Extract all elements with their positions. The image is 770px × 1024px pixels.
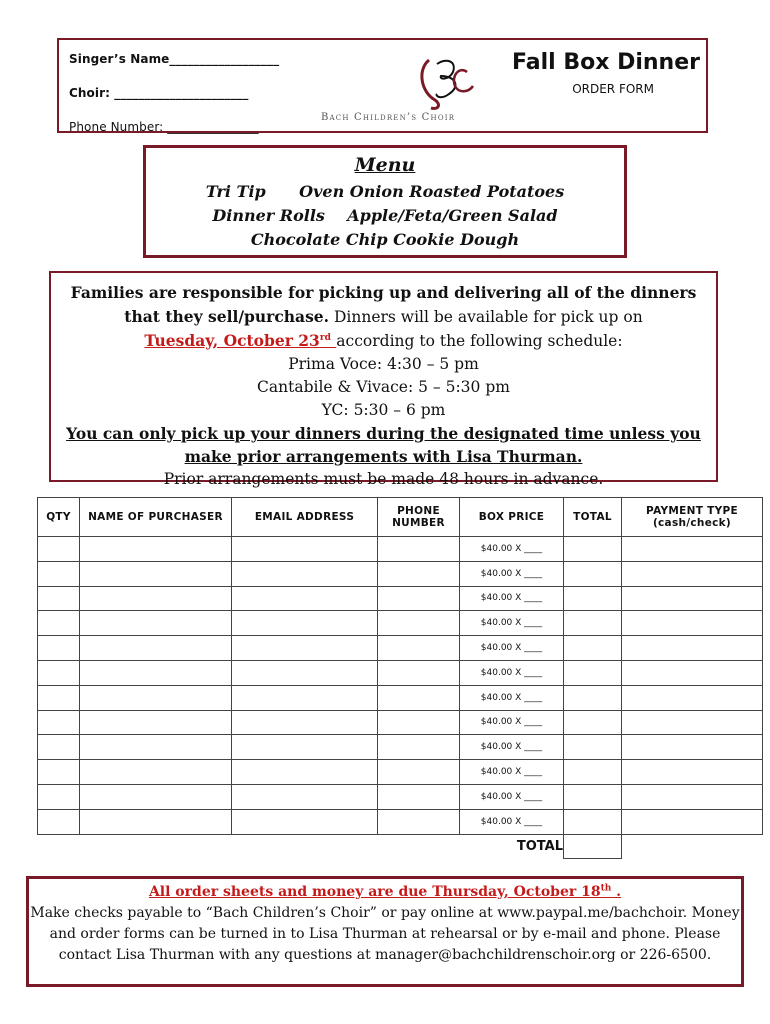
order-table — [37, 497, 763, 859]
total-cell[interactable] — [564, 809, 622, 834]
total-cell[interactable] — [564, 660, 622, 685]
total-cell[interactable] — [564, 760, 622, 785]
purchaser-name-cell[interactable] — [80, 660, 232, 685]
total-cell[interactable] — [564, 611, 622, 636]
notice-bold: Families are responsible for picking up and delivering all of the dinners that they sell/purchase. — [70, 283, 697, 326]
phone-cell[interactable] — [378, 710, 460, 735]
box-price-cell: $40.00 X ____ — [460, 710, 564, 735]
total-cell[interactable] — [564, 710, 622, 735]
header-box — [57, 38, 708, 133]
purchaser-name-cell[interactable] — [80, 784, 232, 809]
table-row — [38, 561, 763, 586]
grand-total-cell[interactable] — [564, 834, 622, 859]
table-row — [38, 611, 763, 636]
email-cell[interactable] — [232, 611, 378, 636]
payment-type-cell[interactable] — [622, 809, 763, 834]
table-row — [38, 636, 763, 661]
phone-field[interactable]: Phone Number: _______________ — [69, 120, 259, 134]
payment-type-cell[interactable] — [622, 586, 763, 611]
email-cell[interactable] — [232, 685, 378, 710]
table-row — [38, 586, 763, 611]
qty-cell[interactable] — [38, 537, 80, 562]
column-header: QTY — [38, 498, 80, 537]
table-row — [38, 735, 763, 760]
total-cell[interactable] — [564, 685, 622, 710]
purchaser-name-cell[interactable] — [80, 537, 232, 562]
notice-text: Dinners will be available for pick up on — [329, 308, 643, 326]
qty-cell[interactable] — [38, 561, 80, 586]
notice-intro — [51, 281, 716, 353]
pickup-notice — [49, 271, 718, 488]
payment-type-cell[interactable] — [622, 537, 763, 562]
phone-cell[interactable] — [378, 611, 460, 636]
column-header: TOTAL — [564, 498, 622, 537]
qty-cell[interactable] — [38, 735, 80, 760]
qty-cell[interactable] — [38, 636, 80, 661]
due-date-sup: th — [600, 883, 612, 894]
pickup-date-main: Tuesday, October 23 — [144, 331, 320, 350]
phone-cell[interactable] — [378, 685, 460, 710]
table-row — [38, 809, 763, 834]
email-cell[interactable] — [232, 809, 378, 834]
phone-cell[interactable] — [378, 561, 460, 586]
due-date — [29, 882, 741, 903]
menu-line: Tri Tip Oven Onion Roasted Potatoes — [205, 182, 565, 201]
form-subtitle: ORDER FORM — [572, 82, 654, 96]
box-price-cell: $40.00 X ____ — [460, 809, 564, 834]
logo-text: Bach Children’s Choir — [321, 112, 456, 123]
qty-cell[interactable] — [38, 809, 80, 834]
purchaser-name-cell[interactable] — [80, 636, 232, 661]
qty-cell[interactable] — [38, 660, 80, 685]
due-date-end: . — [611, 884, 622, 900]
box-price-cell: $40.00 X ____ — [460, 636, 564, 661]
phone-cell[interactable] — [378, 636, 460, 661]
email-cell[interactable] — [232, 760, 378, 785]
pickup-date — [144, 331, 336, 350]
email-cell[interactable] — [232, 636, 378, 661]
box-price-cell: $40.00 X ____ — [460, 561, 564, 586]
email-cell[interactable] — [232, 561, 378, 586]
total-cell[interactable] — [564, 586, 622, 611]
email-cell[interactable] — [232, 660, 378, 685]
grand-total-label: TOTAL — [516, 839, 563, 855]
purchaser-name-cell[interactable] — [80, 809, 232, 834]
menu-line: Dinner Rolls Apple/Feta/Green Salad — [212, 206, 558, 225]
qty-cell[interactable] — [38, 685, 80, 710]
purchaser-name-cell[interactable] — [80, 760, 232, 785]
email-cell[interactable] — [232, 710, 378, 735]
schedule-item: Prima Voce: 4:30 – 5 pm — [288, 355, 479, 373]
box-price-cell: $40.00 X ____ — [460, 537, 564, 562]
box-price-cell: $40.00 X ____ — [460, 760, 564, 785]
menu-line: Chocolate Chip Cookie Dough — [250, 230, 520, 249]
phone-cell[interactable] — [378, 586, 460, 611]
purchaser-name-cell[interactable] — [80, 586, 232, 611]
total-row — [38, 834, 763, 859]
table-row — [38, 685, 763, 710]
qty-cell[interactable] — [38, 784, 80, 809]
total-cell[interactable] — [564, 537, 622, 562]
total-cell[interactable] — [564, 561, 622, 586]
column-header: PAYMENT TYPE (cash/check) — [622, 498, 763, 537]
column-header: NAME OF PURCHASER — [80, 498, 232, 537]
payment-type-cell[interactable] — [622, 760, 763, 785]
notice-text: according to the following schedule: — [336, 332, 623, 350]
due-date-main: All order sheets and money are due Thursday, October 18 — [148, 884, 601, 900]
schedule-item: Cantabile & Vivace: 5 – 5:30 pm — [257, 378, 510, 396]
payment-instructions: Make checks payable to “Bach Children’s Choir” or pay online at www.paypal.me/bachchoir. Money and order forms can be turned in to Lisa Thurman at rehearsal or by e-mail and phone. Please contact Lisa Thurman with any questions at manager@bachchildrenschoir.org or 226-6500. — [30, 905, 740, 963]
schedule-item: YC: 5:30 – 6 pm — [321, 401, 446, 419]
payment-type-cell[interactable] — [622, 611, 763, 636]
phone-cell[interactable] — [378, 735, 460, 760]
qty-cell[interactable] — [38, 760, 80, 785]
purchaser-name-cell[interactable] — [80, 735, 232, 760]
purchaser-name-cell[interactable] — [80, 611, 232, 636]
payment-type-cell[interactable] — [622, 561, 763, 586]
total-cell[interactable] — [564, 636, 622, 661]
choir-field[interactable]: Choir: ______________________ — [69, 86, 249, 100]
form-title: Fall Box Dinner — [512, 50, 700, 75]
payment-type-cell[interactable] — [622, 735, 763, 760]
phone-cell[interactable] — [378, 660, 460, 685]
total-cell[interactable] — [564, 784, 622, 809]
column-header: EMAIL ADDRESS — [232, 498, 378, 537]
phone-cell[interactable] — [378, 809, 460, 834]
qty-cell[interactable] — [38, 710, 80, 735]
advance-note: Prior arrangements must be made 48 hours in advance. — [163, 470, 604, 488]
table-row — [38, 537, 763, 562]
payment-type-cell[interactable] — [622, 685, 763, 710]
menu-title: Menu — [354, 154, 416, 176]
column-header: BOX PRICE — [460, 498, 564, 537]
pickup-warning: You can only pick up your dinners during the designated time unless you make prior arrangements with Lisa Thurman. — [66, 424, 701, 466]
table-row — [38, 660, 763, 685]
due-notice — [26, 876, 744, 987]
email-cell[interactable] — [232, 586, 378, 611]
box-price-cell: $40.00 X ____ — [460, 660, 564, 685]
menu-box — [143, 145, 627, 258]
table-row — [38, 710, 763, 735]
table-header-row — [38, 498, 763, 537]
email-cell[interactable] — [232, 784, 378, 809]
column-header: PHONE NUMBER — [378, 498, 460, 537]
qty-cell[interactable] — [38, 586, 80, 611]
table-row — [38, 784, 763, 809]
purchaser-name-cell[interactable] — [80, 710, 232, 735]
box-price-cell: $40.00 X ____ — [460, 611, 564, 636]
box-price-cell: $40.00 X ____ — [460, 685, 564, 710]
singer-name-field[interactable]: Singer’s Name__________________ — [69, 52, 280, 66]
total-cell[interactable] — [564, 735, 622, 760]
box-price-cell: $40.00 X ____ — [460, 784, 564, 809]
table-row — [38, 760, 763, 785]
email-cell[interactable] — [232, 537, 378, 562]
payment-type-cell[interactable] — [622, 660, 763, 685]
phone-cell[interactable] — [378, 537, 460, 562]
purchaser-name-cell[interactable] — [80, 561, 232, 586]
payment-type-cell[interactable] — [622, 710, 763, 735]
box-price-cell: $40.00 X ____ — [460, 735, 564, 760]
payment-type-cell[interactable] — [622, 784, 763, 809]
pickup-date-sup: rd — [319, 332, 331, 343]
box-price-cell: $40.00 X ____ — [460, 586, 564, 611]
phone-cell[interactable] — [378, 784, 460, 809]
purchaser-name-cell[interactable] — [80, 685, 232, 710]
payment-type-cell[interactable] — [622, 636, 763, 661]
email-cell[interactable] — [232, 735, 378, 760]
phone-cell[interactable] — [378, 760, 460, 785]
qty-cell[interactable] — [38, 611, 80, 636]
